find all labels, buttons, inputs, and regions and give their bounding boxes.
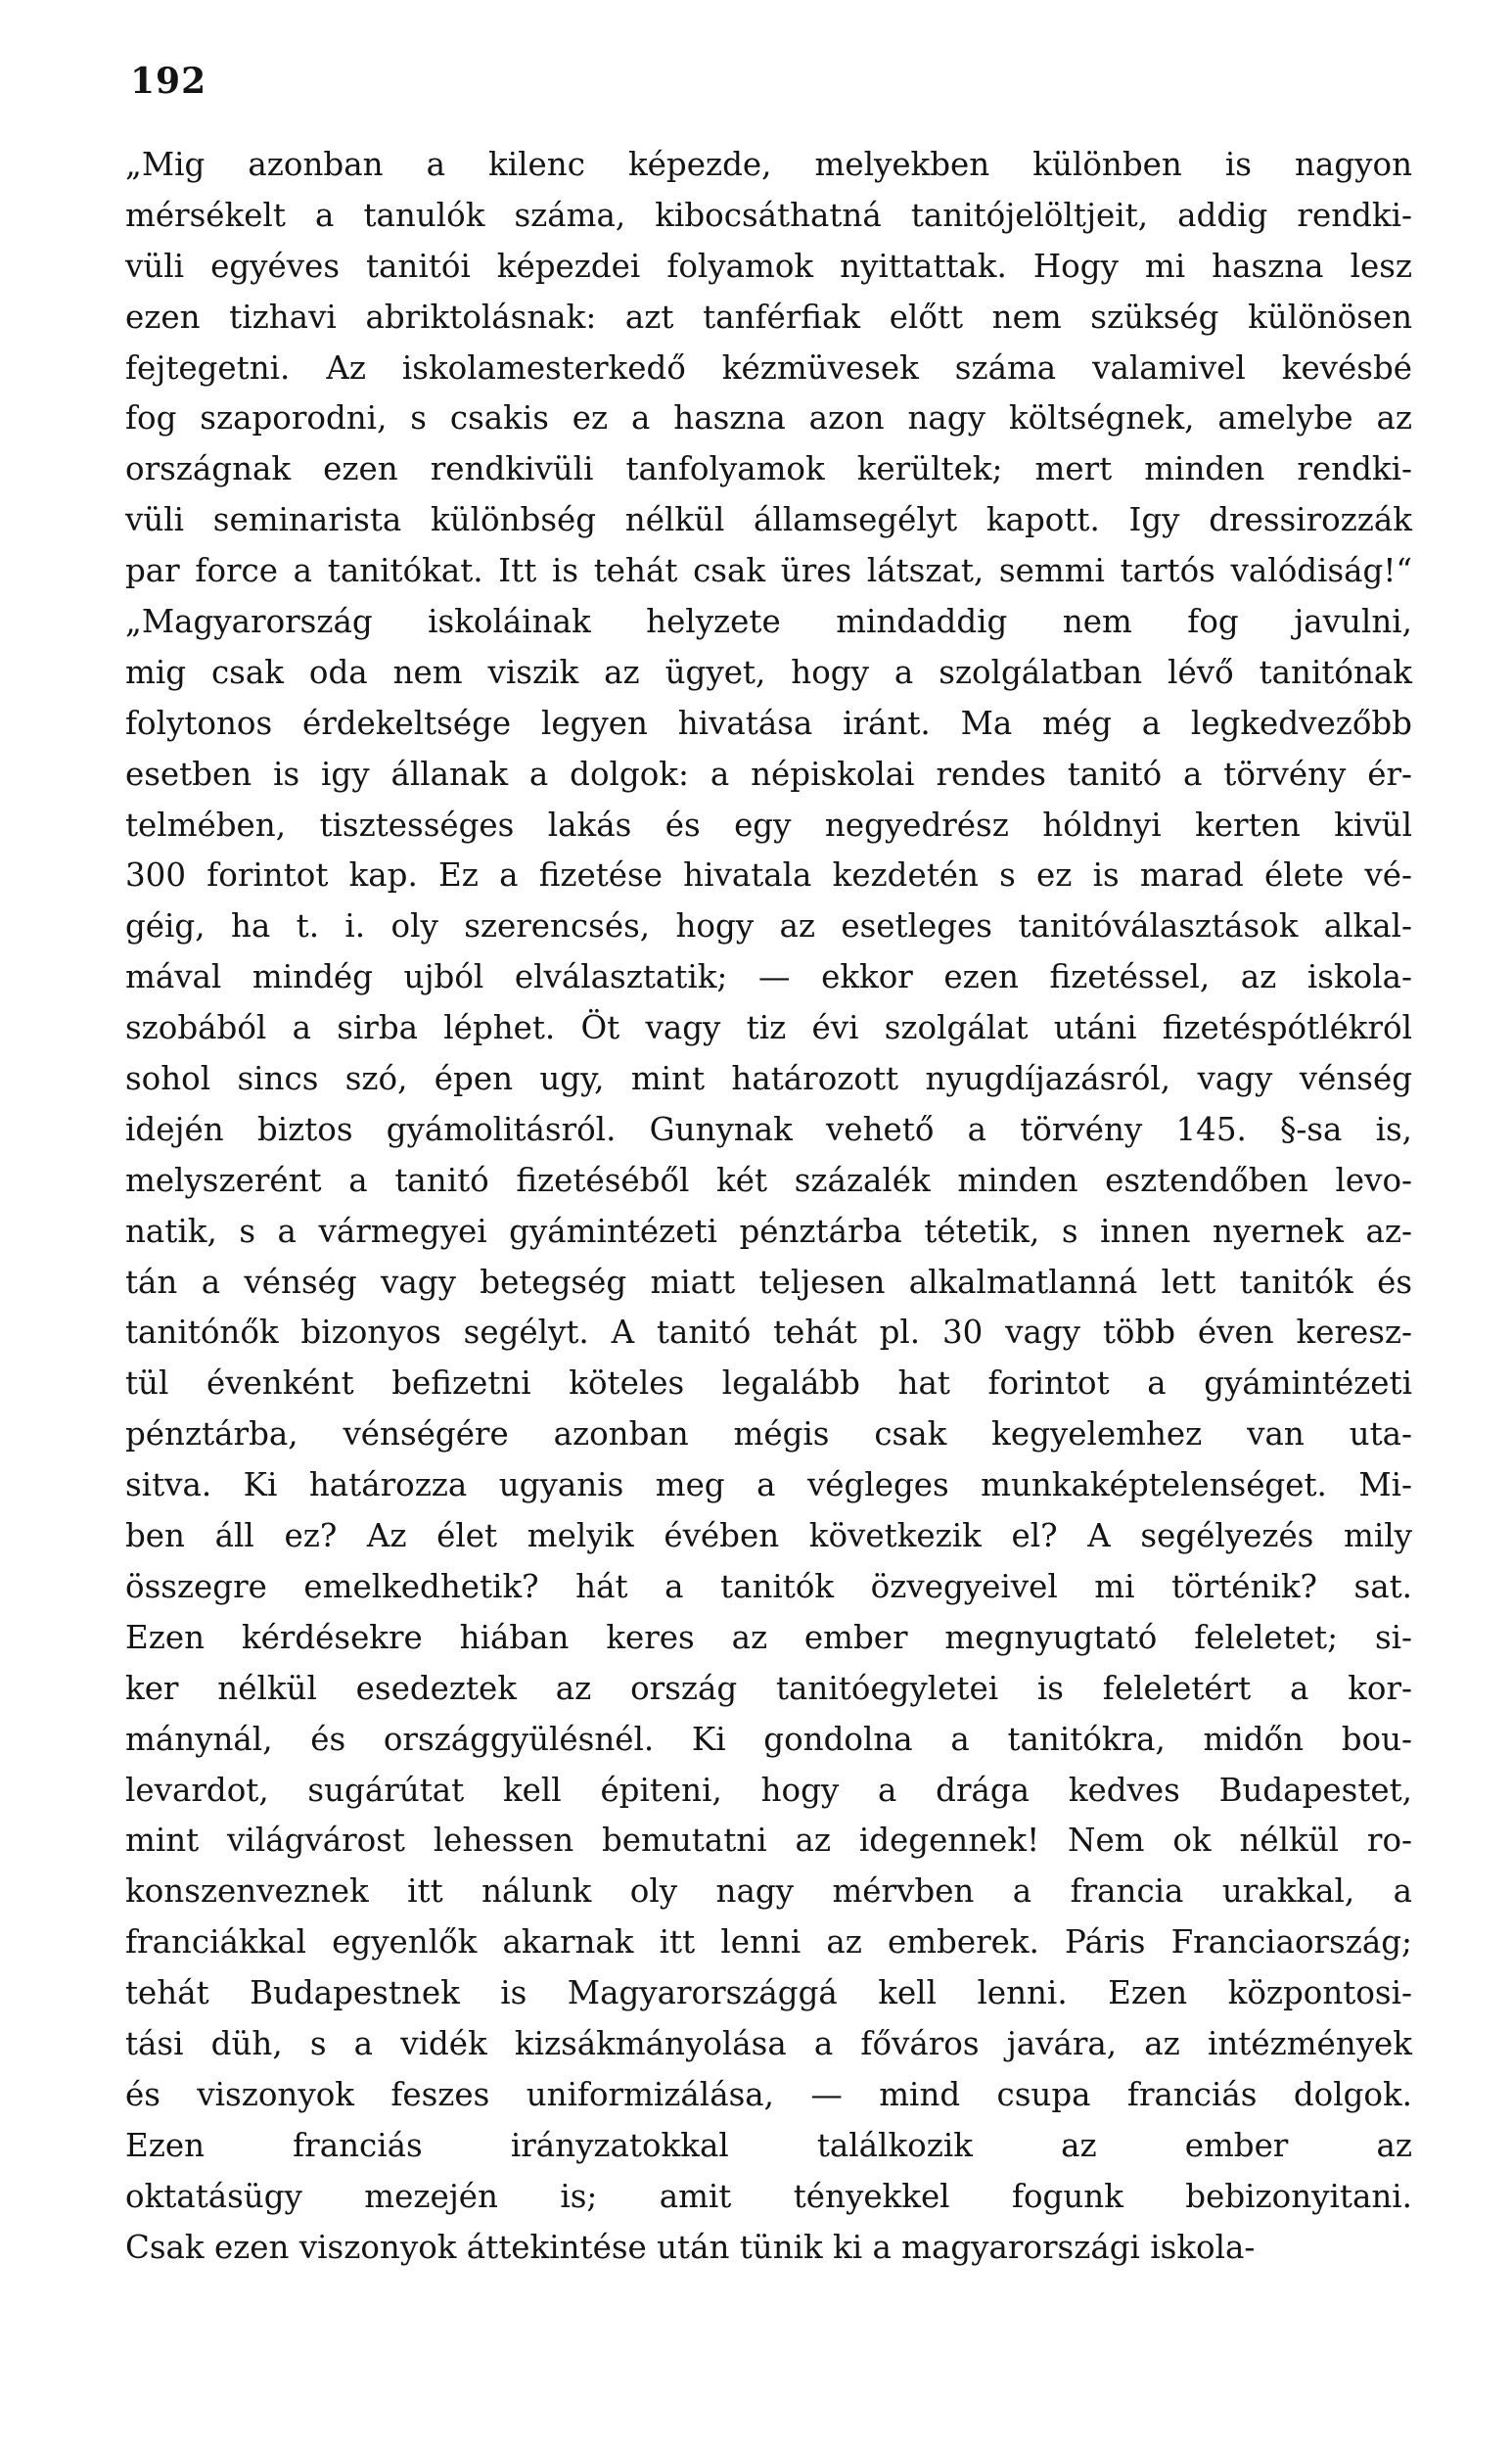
text-line: Csak ezen viszonyok áttekintése után tünik ki a magyarországi iskola-	[125, 2228, 1256, 2266]
page-number: 192	[130, 61, 207, 102]
text-line: „Magyarország iskoláinak helyzete mindaddig nem fog javulni,	[125, 603, 1412, 641]
text-line: par force a tanitókat. Itt is tehát csak üres látszat, semmi tartós valódiság!“	[125, 552, 1412, 590]
text-line: vüli seminarista különbség nélkül államsegélyt kapott. Igy dressirozzák	[125, 501, 1412, 539]
text-line: tanitónők bizonyos segélyt. A tanitó tehát pl. 30 vagy több éven keresz-	[125, 1314, 1412, 1352]
text-line: melyszerént a tanitó fizetéséből két százalék minden esztendőben levo-	[125, 1161, 1412, 1199]
text-line: telmében, tisztességes lakás és egy negyedrész hóldnyi kerten kivül	[125, 806, 1412, 844]
text-line: pénztárba, vénségére azonban mégis csak kegyelemhez van uta-	[125, 1415, 1412, 1454]
text-line: „Mig azonban a kilenc képezde, melyekben különben is nagyon	[125, 146, 1412, 183]
text-line: sohol sincs szó, épen ugy, mint határozott nyugdíjazásról, vagy vénség	[125, 1060, 1412, 1098]
text-line: folytonos érdekeltsége legyen hivatása iránt. Ma még a legkedvezőbb	[125, 704, 1412, 742]
text-line: natik, s a vármegyei gyámintézeti pénztárba tétetik, s innen nyernek az-	[125, 1212, 1412, 1250]
text-line: mérsékelt a tanulók száma, kibocsáthatná tanitójelöltjeit, addig rendki-	[125, 196, 1412, 234]
text-line: tül évenként befizetni köteles legalább hat forintot a gyámintézeti	[125, 1364, 1412, 1403]
text-line: esetben is igy állanak a dolgok: a népiskolai rendes tanitó a törvény ér-	[125, 755, 1412, 793]
text-line: szobából a sirba léphet. Öt vagy tiz évi szolgálat utáni fizetéspótlékról	[125, 1009, 1412, 1047]
text-line: ker nélkül esedeztek az ország tanitóegyletei is feleletért a kor-	[125, 1669, 1412, 1707]
text-line: ezen tizhavi abriktolásnak: azt tanférfiak előtt nem szükség különösen	[125, 298, 1412, 336]
text-line: Ezen franciás irányzatokkal találkozik az ember az	[125, 2126, 1412, 2164]
text-line: tehát Budapestnek is Magyarországgá kell lenni. Ezen központosi-	[125, 1974, 1412, 2012]
text-line: oktatásügy mezején is; amit tényekkel fogunk bebizonyitani.	[125, 2177, 1412, 2215]
text-line: és viszonyok feszes uniformizálása, — mind csupa franciás dolgok.	[125, 2075, 1412, 2113]
text-line: mig csak oda nem viszik az ügyet, hogy a szolgálatban lévő tanitónak	[125, 653, 1412, 691]
text-line: vüli egyéves tanitói képezdei folyamok nyittattak. Hogy mi haszna lesz	[125, 247, 1412, 285]
text-line: Ezen kérdésekre hiában keres az ember megnyugtató feleletet; si-	[125, 1618, 1412, 1656]
text-line: idején biztos gyámolitásról. Gunynak vehető a törvény 145. §-sa is,	[125, 1110, 1412, 1148]
text-line: összegre emelkedhetik? hát a tanitók özvegyeivel mi történik? sat.	[125, 1567, 1412, 1605]
text-line: mint világvárost lehessen bemutatni az idegennek! Nem ok nélkül ro-	[125, 1822, 1412, 1860]
text-line: levardot, sugárútat kell épiteni, hogy a drága kedves Budapestet,	[125, 1771, 1412, 1809]
text-line: géig, ha t. i. oly szerencsés, hogy az esetleges tanitóválasztások alkal-	[125, 907, 1412, 946]
text-line: tán a vénség vagy betegség miatt teljesen alkalmatlanná lett tanitók és	[125, 1263, 1412, 1301]
text-line: sitva. Ki határozza ugyanis meg a végleges munkaképtelenséget. Mi-	[125, 1466, 1412, 1504]
text-line: konszenveznek itt nálunk oly nagy mérvben a francia urakkal, a	[125, 1872, 1412, 1911]
text-line: ben áll ez? Az élet melyik évében következik el? A segélyezés mily	[125, 1517, 1412, 1555]
text-line: franciákkal egyenlők akarnak itt lenni az emberek. Páris Franciaország;	[125, 1923, 1412, 1962]
text-line: tási düh, s a vidék kizsákmányolása a főváros javára, az intézmények	[125, 2024, 1412, 2062]
text-line: mánynál, és országgyülésnél. Ki gondolna a tanitókra, midőn bou-	[125, 1720, 1412, 1758]
text-line: országnak ezen rendkivüli tanfolyamok kerültek; mert minden rendki-	[125, 450, 1412, 488]
body-text	[125, 140, 1412, 2273]
text-line: fog szaporodni, s csakis ez a haszna azon nagy költségnek, amelybe az	[125, 399, 1412, 438]
text-line: fejtegetni. Az iskolamesterkedő kézmüvesek száma valamivel kevésbé	[125, 348, 1412, 387]
text-line: mával mindég ujból elválasztatik; — ekkor ezen fizetéssel, az iskola-	[125, 958, 1412, 996]
text-line: 300 forintot kap. Ez a fizetése hivatala kezdetén s ez is marad élete vé-	[125, 856, 1412, 895]
